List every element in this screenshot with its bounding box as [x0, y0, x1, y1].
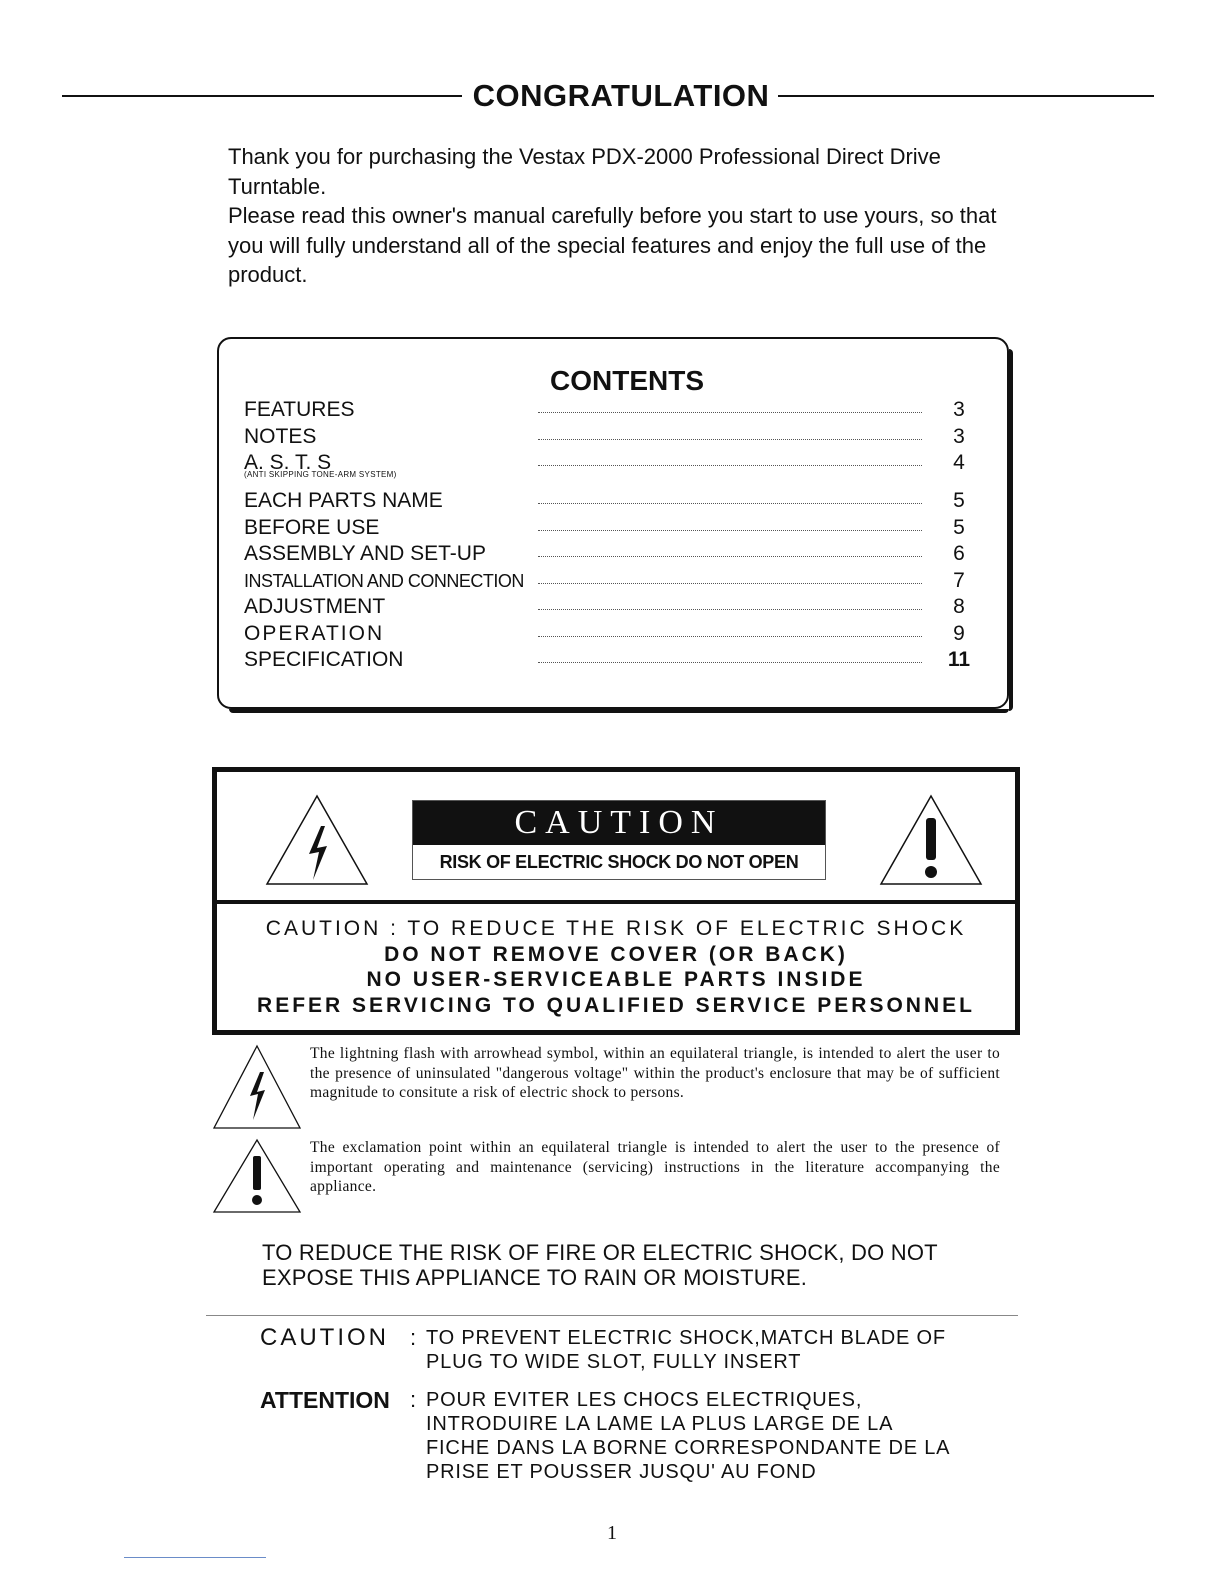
- caution-heading: CAUTION: [413, 801, 825, 845]
- toc-label: BEFORE USE: [244, 515, 380, 539]
- toc-label: FEATURES: [244, 398, 355, 421]
- caution-panel: [212, 767, 1020, 1035]
- toc-label: A. S. T. S: [244, 451, 332, 474]
- toc-leader: [538, 556, 922, 557]
- caution-notice: [260, 1326, 1020, 1382]
- toc-leader: [538, 503, 922, 504]
- toc-page: 11: [947, 648, 971, 671]
- toc-page: 9: [953, 621, 965, 645]
- toc-item-installation[interactable]: [244, 568, 984, 595]
- moisture-warning: [262, 1240, 1002, 1290]
- lightning-explanation: [212, 1044, 1012, 1134]
- warning-line-2: EXPOSE THIS APPLIANCE TO RAIN OR MOISTURE.: [262, 1265, 808, 1290]
- toc-item-adjustment[interactable]: [244, 594, 984, 621]
- lightning-triangle-icon: [212, 1044, 302, 1130]
- page-number: 1: [607, 1522, 617, 1544]
- toc-item-notes[interactable]: [244, 424, 984, 451]
- toc-page: 4: [953, 451, 965, 474]
- risk-text: RISK OF ELECTRIC SHOCK DO NOT OPEN: [439, 852, 799, 872]
- toc-label: NOTES: [244, 424, 317, 448]
- toc-item-specification[interactable]: [244, 647, 984, 674]
- exclamation-triangle-icon: [212, 1138, 302, 1214]
- caution-instructions: [217, 916, 1015, 1018]
- toc-item-before-use[interactable]: [244, 515, 984, 542]
- warning-line-1: TO REDUCE THE RISK OF FIRE OR ELECTRIC SHOCK, DO NOT: [262, 1240, 938, 1265]
- attention-notice-line-2: INTRODUIRE LA LAME LA PLUS LARGE DE LA: [426, 1413, 894, 1435]
- toc-label: INSTALLATION AND CONNECTION: [244, 570, 524, 591]
- toc-leader: [538, 412, 922, 413]
- page-title: CONGRATULATION: [472, 78, 770, 113]
- caution-label: [412, 800, 826, 880]
- intro-text: [228, 142, 1018, 290]
- attention-notice-line-4: PRISE ET POUSSER JUSQU' AU FOND: [426, 1461, 817, 1483]
- contents-title: CONTENTS: [550, 365, 704, 396]
- attention-notice: [260, 1388, 1020, 1488]
- lightning-triangle-icon: [265, 794, 369, 886]
- toc-label: ASSEMBLY AND SET-UP: [244, 542, 486, 565]
- attention-notice-line-1: POUR EVITER LES CHOCS ELECTRIQUES,: [426, 1389, 863, 1411]
- caution-notice-line-2: PLUG TO WIDE SLOT, FULLY INSERT: [426, 1351, 802, 1373]
- intro-paragraph-2: Please read this owner's manual carefully before you start to use yours, so that you will fully understand all of the special features and enjoy the full use of the product.: [228, 203, 997, 287]
- toc-leader: [538, 583, 922, 584]
- toc-item-asts[interactable]: [244, 450, 984, 488]
- toc-item-assembly[interactable]: [244, 541, 984, 568]
- caution-notice-text: [426, 1326, 1006, 1374]
- header-rule-right: [778, 95, 1154, 97]
- toc-page: 5: [953, 489, 965, 512]
- toc-item-operation[interactable]: [244, 621, 984, 648]
- toc-page: 8: [953, 595, 965, 618]
- toc-label: SPECIFICATION: [244, 648, 404, 671]
- toc-label: EACH PARTS NAME: [244, 489, 443, 512]
- contents-box: [217, 337, 1009, 709]
- attention-notice-key: ATTENTION: [260, 1387, 390, 1413]
- caution-notice-line-1: TO PREVENT ELECTRIC SHOCK,MATCH BLADE OF: [426, 1327, 946, 1349]
- toc-page: 6: [953, 542, 965, 565]
- intro-paragraph-1: Thank you for purchasing the Vestax PDX-2000 Professional Direct Drive Turntable.: [228, 144, 941, 199]
- toc-leader: [538, 609, 922, 610]
- exclamation-explanation-text: The exclamation point within an equilateral triangle is intended to alert the user to the presence of important operating and maintenance (servicing) instructions in the literature accompanying the appliance.: [310, 1139, 1000, 1195]
- section-divider: [206, 1315, 1018, 1316]
- caution-line-3: NO USER-SERVICEABLE PARTS INSIDE: [366, 968, 866, 991]
- toc-item-features[interactable]: [244, 397, 984, 424]
- toc-sublabel: (ANTI SKIPPING TONE-ARM SYSTEM): [244, 470, 397, 479]
- contents-shadow-right: [1009, 349, 1013, 711]
- toc-page: 7: [953, 568, 965, 592]
- exclamation-explanation: [212, 1138, 1012, 1216]
- attention-notice-line-3: FICHE DANS LA BORNE CORRESPONDANTE DE LA: [426, 1437, 951, 1459]
- caution-line-1: CAUTION : TO REDUCE THE RISK OF ELECTRIC SHOCK: [265, 917, 967, 940]
- caution-notice-key: CAUTION: [260, 1324, 389, 1351]
- toc-leader: [538, 439, 922, 440]
- toc-leader: [538, 662, 922, 663]
- toc-leader: [538, 636, 922, 637]
- page-header: [62, 78, 1154, 114]
- caution-divider: [217, 900, 1015, 904]
- toc-item-each-parts-name[interactable]: [244, 488, 984, 515]
- caution-notice-separator: :: [410, 1325, 417, 1350]
- contents-list: [244, 397, 984, 674]
- toc-label: OPERATION: [244, 621, 385, 645]
- attention-notice-text: [426, 1388, 1006, 1484]
- exclamation-triangle-icon: [879, 794, 983, 886]
- toc-label: ADJUSTMENT: [244, 595, 386, 618]
- toc-page: 3: [953, 398, 965, 421]
- attention-notice-separator: :: [410, 1387, 417, 1412]
- contents-shadow-bottom: [229, 709, 1009, 713]
- toc-page: 5: [953, 515, 965, 539]
- toc-leader: [538, 530, 922, 531]
- caution-line-4: REFER SERVICING TO QUALIFIED SERVICE PERSONNEL: [257, 993, 975, 1017]
- footer-rule: [124, 1557, 266, 1558]
- toc-page: 3: [953, 424, 965, 448]
- header-rule-left: [62, 95, 462, 97]
- caution-line-2: DO NOT REMOVE COVER (OR BACK): [384, 942, 848, 966]
- toc-leader: [538, 465, 922, 466]
- lightning-explanation-text: The lightning flash with arrowhead symbol, within an equilateral triangle, is intended to alert the user to the presence of uninsulated "dangerous voltage" within the product's enclosure that may be of sufficient magnitude to consitute a risk of electric shock to persons.: [310, 1045, 1000, 1101]
